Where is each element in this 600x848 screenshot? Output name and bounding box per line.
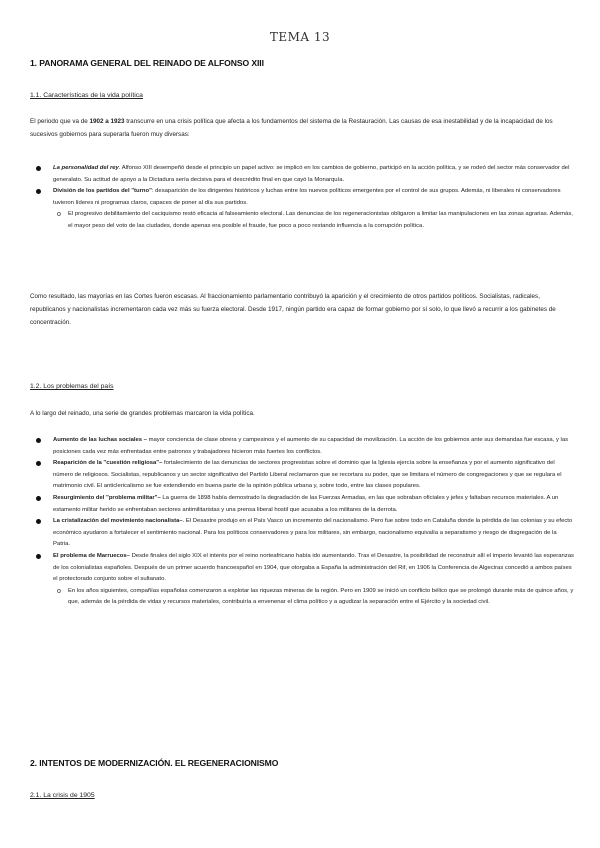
list-item [0, 435, 575, 458]
bullet-icon [36, 438, 41, 443]
bullet-icon [36, 189, 41, 194]
hollow-bullet-icon: o [57, 587, 61, 595]
item-text: mayor conciencia de clase obrera y campesinos y el aumento de su capacidad de movilización. La acción de los gobiernos ante sus demandas fue escasa, y las posiciones cada vez más enfrentadas entre patronos y trabajadores hicieron más fuertes los conflictos. [53, 437, 569, 455]
hollow-bullet-icon: o [57, 211, 61, 219]
sub-list-item [0, 209, 575, 232]
sub-item-text: El progresivo debilitamiento del caciquismo restó eficacia al falseamiento electoral. Las denuncias de los regeneracionistas obligaron a limitar las manipulaciones en las zonas agrarias. Además, el mayor peso del voto de las ciudades, donde apenas era posible el fraude, fue poco a poco restando influencia a la corrupción política. [68, 211, 573, 229]
causes-list [0, 163, 600, 233]
bullet-icon [36, 496, 41, 501]
list-item [0, 493, 575, 516]
item-title: Resurgimiento del "problema militar"– [53, 494, 161, 501]
subsection-1-2-intro: A lo largo del reinado, una serie de grandes problemas marcaron la vida política. [30, 410, 255, 417]
item-title: Reaparición de la "cuestión religiosa"– [53, 460, 163, 467]
intro-text-a: El periodo que va de [30, 118, 90, 125]
item-text: fortalecimiento de las denuncias de sectores progresistas sobre el dominio que la Iglesia ejercía sobre la enseñanza y por el aumento significativo del número de religiosos. Socialistas, republicanos y un sector significativo del Partido Liberal reclamaron que se recortara su poder, que se limitara el número de congregaciones y que se regulara el matrimonio civil. El anticlericalismo se fue extendiendo en buena parte de la opinión pública urbana y, sobre todo, entre las clases populares. [53, 460, 562, 490]
bullet-icon [36, 461, 41, 466]
item-title: La cristalización del movimiento nacionalista– [53, 518, 183, 525]
list-item [0, 163, 575, 186]
subsection-1-1-conclusion: Como resultado, las mayorías en las Cortes fueron escasas. Al fraccionamiento parlamentario contribuyó la aparición y el crecimiento de otros partidos políticos. Socialistas, radicales, republicanos y nacionalistas incrementaron cada vez más su fuerza electoral. Desde 1917, ningún partido era capaz de formar gobierno por sí solo, lo que llevó a recurrir a los gabinetes de concentración. [30, 293, 556, 326]
section-2-heading: 2. INTENTOS DE MODERNIZACIÓN. EL REGENERACIONISMO [30, 758, 279, 768]
bullet-icon [36, 519, 41, 524]
item-text: La guerra de 1898 había demostrado la degradación de las Fuerzas Armadas, en las que sobraban oficiales y jefes y faltaban recursos materiales. A un estamento militar herido se enfrentaban sectores antimilitaristas y una prensa liberal hostil que acusaba a los militares de la derrota. [53, 494, 559, 513]
subsection-2-1-heading: 2.1. La crisis de 1905 [30, 792, 95, 799]
item-title: El problema de Marruecos– [53, 552, 130, 559]
list-item [0, 551, 575, 586]
sub-list-item [0, 586, 575, 609]
item-title: División de los partidos del "turno" [53, 188, 152, 195]
problems-list [0, 435, 600, 609]
item-title: La personalidad del rey [53, 165, 119, 171]
item-text: . El Desastre produjo en el País Vasco un incremento del nacionalismo. Pero fue sobre todo en Cataluña donde la pérdida de las colonias y su efecto económico ayudaron a fortalecer el sentimiento nacional. Para los políticos conservadores y para los militares, sin embargo, nacionalismo equivalía a separatismo y riesgo de disgregación de la Patria. [53, 518, 573, 548]
subsection-1-1-intro [30, 115, 575, 141]
intro-text-b: transcurre en una crisis política que afecta a los fundamentos del sistema de la Restauración. Las causas de esa inestabilidad y de la incapacidad de los sucesivos gobiernos para superarla fueron muy diversas: [30, 118, 553, 138]
item-text: : desaparición de los dirigentes históricos y luchas entre los nuevos políticos emergentes por el control de sus grupos. Además, ni liberales ni conservadores tuvieron líderes ni programas claros, capaces de poner al día sus partidos. [53, 188, 561, 206]
subsection-1-1-heading: 1.1. Características de la vida política [30, 92, 143, 99]
subsection-1-2-heading: 1.2. Los problemas del país [30, 383, 114, 390]
item-text: . Alfonso XIII desempeñó desde el principio un papel activo: se implicó en los cambios de gobierno, participó en la acción política, y se rodeó del sector más conservador del generalato. Su actitud de apoyo a la Dictadura sería decisiva para el descrédito final en que cayó la Monarquía. [53, 165, 570, 183]
bullet-icon [36, 554, 41, 559]
item-text: Desde finales del siglo XIX el interés por el reino norteafricano había ido aumentando. Tras el Desastre, la posibilidad de reconstruir allí el imperio levantó las esperanzas de los colonialistas españoles. Después de un primer acuerdo francoespañol en 1904, que otorgaba a España la administración del Rif, en 1906 la Conferencia de Algeciras concedió a ambos países el protectorado conjunto sobre el sultanato. [53, 552, 574, 583]
sub-item-text: En los años siguientes, compañías españolas comenzaron a explotar las riquezas mineras de la región. Pero en 1909 se inició un conflicto bélico que se prolongó durante más de quince años, y que, además de la pérdida de vidas y recursos materiales, contribuiría a envenenar el clima político y a agudizar la separación entre el Ejército y la sociedad civil. [68, 587, 574, 606]
section-1-heading: 1. PANORAMA GENERAL DEL REINADO DE ALFONSO XIII [30, 58, 264, 68]
bullet-icon [36, 166, 41, 171]
list-item [0, 458, 575, 493]
document-title: TEMA 13 [269, 30, 331, 44]
list-item [0, 516, 575, 551]
item-title: Aumento de las luchas sociales – [53, 437, 147, 443]
intro-years: 1902 a 1923 [89, 118, 125, 125]
list-item [0, 186, 575, 209]
